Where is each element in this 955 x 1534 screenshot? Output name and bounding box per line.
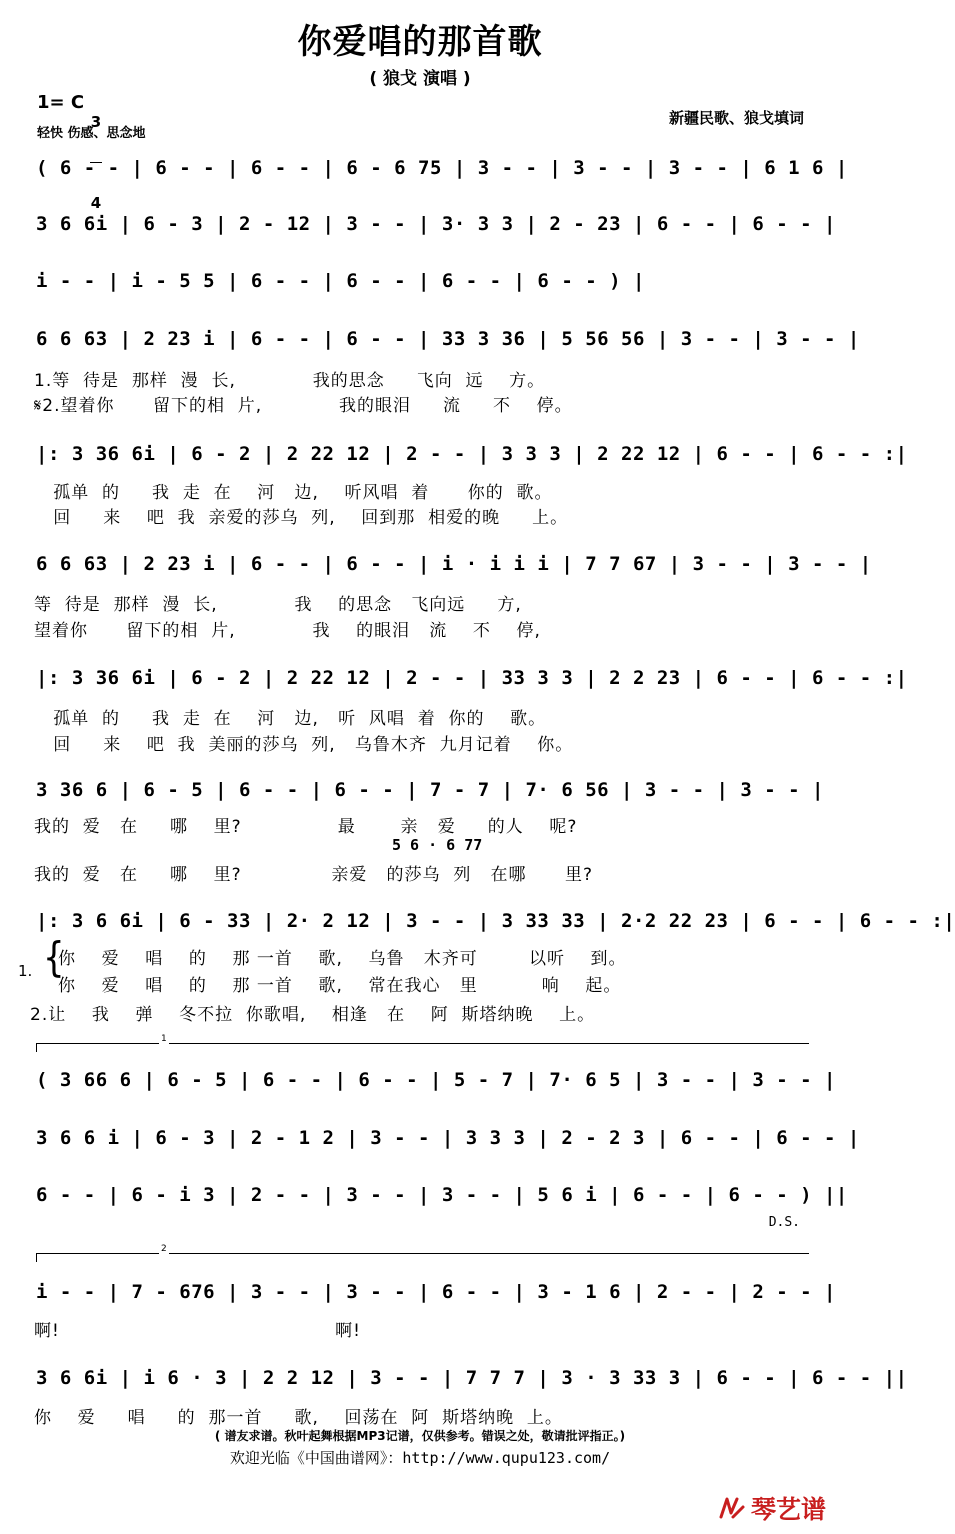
volta-number: 2: [161, 1244, 167, 1254]
time-top: 3: [90, 113, 102, 131]
lyric-line: 2.让 我 弹 冬不拉 你歌唱, 相逢 在 阿 斯塔纳晚 上。: [30, 1005, 596, 1025]
time-signature: [90, 82, 102, 227]
notation-line: ( 3 66 6 | 6 - 5 | 6 - - | 6 - - | 5 - 7 | 7· 6 5 | 3 - - | 3 - - |: [36, 1069, 836, 1091]
lyric-line: 望着你 留下的相 片, 我 的眼泪 流 不 停,: [34, 621, 541, 641]
alternate-notes: 5 6 · 6 77: [392, 836, 483, 854]
verse-brace: {: [43, 934, 65, 982]
notation-line: i - - | i - 5 5 | 6 - - | 6 - - | 6 - - | 6 - - ) |: [36, 270, 645, 292]
lyric-line: 我的 爱 在 哪 里? 亲爱 的莎乌 列 在哪 里?: [34, 865, 594, 885]
lyric-line: 回 来 吧 我 美丽的莎乌 列, 乌鲁木齐 九月记着 你。: [34, 735, 574, 755]
volta-number: 1: [161, 1034, 167, 1044]
tempo-marking: 轻快 伤感、思念地: [37, 126, 146, 141]
site-url[interactable]: 欢迎光临《中国曲谱网》：http://www.qupu123.com/: [229, 1449, 611, 1467]
volta-bracket-2: [36, 1244, 809, 1262]
notation-line: |: 3 6 6i | 6 - 33 | 2· 2 12 | 3 - - | 3 33 33 | 2·2 22 23 | 6 - - | 6 - - :|: [36, 910, 955, 932]
notation-line: 3 6 6i | i 6 · 3 | 2 2 12 | 3 - - | 7 7 7 | 3 · 3 33 3 | 6 - - | 6 - - ||: [36, 1367, 908, 1389]
notation-line: 6 6 63 | 2 23 i | 6 - - | 6 - - | i · i i i | 7 7 67 | 3 - - | 3 - - |: [36, 553, 872, 575]
lyric-line: 𝄋2.望着你 留下的相 片, 我的眼泪 流 不 停。: [34, 396, 573, 416]
brand-mark-icon: [717, 1493, 747, 1523]
ds-marker: D.S.: [768, 1215, 800, 1230]
composer-credit: 新疆民歌、狼戈填词: [668, 109, 804, 127]
volta-bracket-1: [36, 1034, 809, 1052]
lyric-line: 你 爱 唱 的 那一首 歌, 回荡在 阿 斯塔纳晚 上。: [34, 1408, 563, 1428]
notation-line: 6 6 63 | 2 23 i | 6 - - | 6 - - | 33 3 36 | 5 56 56 | 3 - - | 3 - - |: [36, 328, 860, 350]
lyric-line: 孤单 的 我 走 在 河 边, 听风唱 着 你的 歌。: [34, 483, 553, 503]
time-bottom: 4: [90, 194, 102, 212]
performer-line: ( 狼戈 演唱 ): [369, 69, 471, 89]
transcription-note: ( 谱友求谱。秋叶起舞根据MP3记谱，仅供参考。错误之处，敬请批评指正。): [214, 1429, 626, 1443]
lyric-line: 回 来 吧 我 亲爱的莎乌 列, 回到那 相爱的晚 上。: [34, 508, 569, 528]
notation-line: 3 36 6 | 6 - 5 | 6 - - | 6 - - | 7 - 7 | 7· 6 56 | 3 - - | 3 - - |: [36, 779, 824, 801]
verse-mark: 1.: [18, 962, 33, 980]
lyric-line: 你 爱 唱 的 那 一首 歌, 乌鲁 木齐可 以听 到。: [58, 949, 627, 969]
notation-line: |: 3 36 6i | 6 - 2 | 2 22 12 | 2 - - | 3 3 3 | 2 22 12 | 6 - - | 6 - - :|: [36, 443, 908, 465]
brand-logo[interactable]: [717, 1490, 826, 1526]
lyric-line: 孤单 的 我 走 在 河 边, 听 风唱 着 你的 歌。: [34, 709, 547, 729]
lyric-line: 啊! 啊!: [34, 1321, 361, 1341]
notation-line: |: 3 36 6i | 6 - 2 | 2 22 12 | 2 - - | 33 3 3 | 2 2 23 | 6 - - | 6 - - :|: [36, 667, 908, 689]
notation-line: i - - | 7 - 676 | 3 - - | 3 - - | 6 - - | 3 - 1 6 | 2 - - | 2 - - |: [36, 1281, 836, 1303]
brand-name: 琴艺谱: [750, 1495, 826, 1524]
lyric-line: 我的 爱 在 哪 里? 最 亲 爱 的人 呢?: [34, 817, 578, 837]
notation-line: 3 6 6 i | 6 - 3 | 2 - 1 2 | 3 - - | 3 3 3 | 2 - 2 3 | 6 - - | 6 - - |: [36, 1127, 860, 1149]
lyric-line: 你 爱 唱 的 那 一首 歌, 常在我心 里 响 起。: [58, 976, 622, 996]
lyric-line: 等 待是 那样 漫 长, 我 的思念 飞向远 方,: [34, 595, 522, 615]
song-title: 你爱唱的那首歌: [297, 22, 543, 62]
lyric-line: 1.等 待是 那样 漫 长, 我的思念 飞向 远 方。: [34, 371, 546, 391]
notation-line: 3 6 6i | 6 - 3 | 2 - 12 | 3 - - | 3· 3 3 | 2 - 23 | 6 - - | 6 - - |: [36, 213, 836, 235]
notation-line: 6 - - | 6 - i 3 | 2 - - | 3 - - | 3 - - | 5 6 i | 6 - - | 6 - - ) ||: [36, 1184, 848, 1206]
notation-line: ( 6 - - | 6 - - | 6 - - | 6 - 6 75 | 3 - - | 3 - - | 3 - - | 6 1 6 |: [36, 157, 848, 179]
key-signature: 1= C: [37, 92, 85, 113]
